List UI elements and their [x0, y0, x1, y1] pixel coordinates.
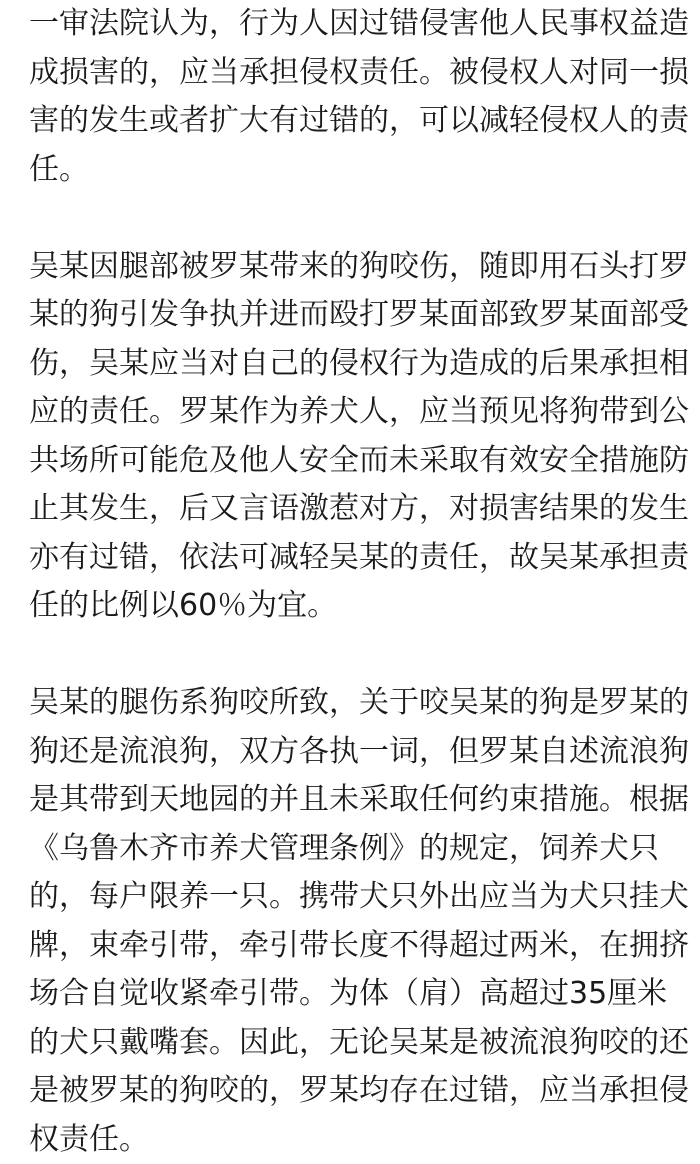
- text-line: 一审法院认为，行为人因过错侵害他人民事权益造: [29, 0, 679, 49]
- text-line: 《乌鲁木齐市养犬管理条例》的规定，饲养犬只: [29, 825, 679, 874]
- paragraph-dog-regulation: [29, 679, 679, 1164]
- text-line: 是被罗某的狗咬的，罗某均存在过错，应当承担侵: [29, 1067, 679, 1116]
- text-line: 吴某的腿伤系狗咬所致，关于咬吴某的狗是罗某的: [29, 679, 679, 728]
- text-line: 成损害的，应当承担侵权责任。被侵权人对同一损: [29, 49, 679, 98]
- text-line: 亦有过错，依法可减轻吴某的责任，故吴某承担责: [29, 534, 679, 583]
- text-line: 止其发生，后又言语激惹对方，对损害结果的发生: [29, 485, 679, 534]
- text-line: 狗还是流浪狗，双方各执一词，但罗某自述流浪狗: [29, 728, 679, 777]
- text-line: 权责任。: [29, 1116, 679, 1164]
- text-line: 的犬只戴嘴套。因此，无论吴某是被流浪狗咬的还: [29, 1019, 679, 1068]
- text-line: 的，每户限养一只。携带犬只外出应当为犬只挂犬: [29, 873, 679, 922]
- text-line: 牌，束牵引带，牵引带长度不得超过两米，在拥挤: [29, 922, 679, 971]
- text-line: 共场所可能危及他人安全而未采取有效安全措施防: [29, 437, 679, 486]
- article-body: [29, 0, 679, 1074]
- text-line: 是其带到天地园的并且未采取任何约束措施。根据: [29, 776, 679, 825]
- text-line: 场合自觉收紧牵引带。为体（肩）高超过35厘米: [29, 970, 679, 1019]
- text-line: 任。: [29, 146, 679, 195]
- text-line: 害的发生或者扩大有过错的，可以减轻侵权人的责: [29, 97, 679, 146]
- paragraph-court-opinion: [29, 0, 679, 194]
- text-line: 任的比例以60％为宜。: [29, 582, 679, 631]
- text-line: 应的责任。罗某作为养犬人，应当预见将狗带到公: [29, 388, 679, 437]
- text-line: 吴某因腿部被罗某带来的狗咬伤，随即用石头打罗: [29, 243, 679, 292]
- text-line: 某的狗引发争执并进而殴打罗某面部致罗某面部受: [29, 291, 679, 340]
- paragraph-liability-ratio: [29, 243, 679, 631]
- text-line: 伤，吴某应当对自己的侵权行为造成的后果承担相: [29, 340, 679, 389]
